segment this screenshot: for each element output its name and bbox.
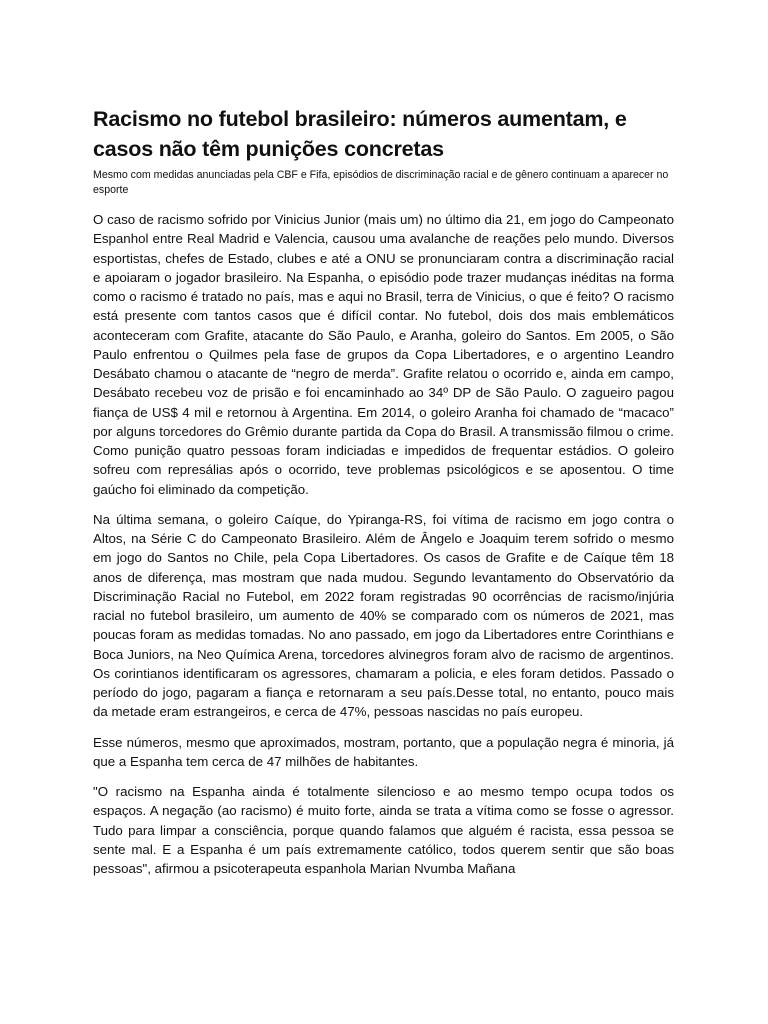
article-subtitle: Mesmo com medidas anunciadas pela CBF e Fifa, episódios de discriminação racial e de gênero continuam a aparecer no esporte [93, 169, 669, 196]
article-title: Racismo no futebol brasileiro: números aumentam, e casos não têm punições concretas [93, 107, 627, 161]
article-paragraph: "O racismo na Espanha ainda é totalmente silencioso e ao mesmo tempo ocupa todos os espaços. A negação (ao racismo) é muito forte, ainda se trata a vítima como se fosse o agressor. Tudo para limpar a consciência, porque quando falamos que alguém é racista, essa pessoa se sente mal. E a Espanha é um país extremamente católico, todos querem sentir que são boas pessoas", afirmou a psicoterapeuta espanhola Marian Nvumba Mañana [93, 784, 674, 876]
article-paragraph: O caso de racismo sofrido por Vinicius Junior (mais um) no último dia 21, em jogo do Campeonato Espanhol entre Real Madrid e Valencia, causou uma avalanche de reações pelo mundo. Diversos esportistas, chefes de Estado, clubes e até a ONU se pronunciaram contra a discriminação racial e apoiaram o jogador brasileiro. Na Espanha, o episódio pode trazer mudanças inéditas na forma como o racismo é tratado no país, mas e aqui no Brasil, terra de Vinicius, o que é feito? O racismo está presente com tantos casos que é difícil contar. No futebol, dois dos mais emblemáticos aconteceram com Grafite, atacante do São Paulo, e Aranha, goleiro do Santos. Em 2005, o São Paulo enfrentou o Quilmes pela fase de grupos da Copa Libertadores, e o argentino Leandro Desábato chamou o atacante de “negro de merda”. Grafite relatou o ocorrido e, ainda em campo, Desábato recebeu voz de prisão e foi encaminhado ao 34º DP de São Paulo. O zagueiro pagou fiança de US$ 4 mil e retornou à Argentina. Em 2014, o goleiro Aranha foi chamado de “macaco” por alguns torcedores do Grêmio durante partida da Copa do Brasil. A transmissão filmou o crime. Como punição quatro pessoas foram indiciadas e impedidos de frequentar estádios. O goleiro sofreu com represálias após o ocorrido, teve problemas psicológicos e se aposentou. O time gaúcho foi eliminado da competição. [93, 212, 674, 497]
article-paragraph: Esse números, mesmo que aproximados, mostram, portanto, que a população negra é minoria, já que a Espanha tem cerca de 47 milhões de habitantes. [93, 734, 674, 769]
article [93, 104, 674, 889]
article-paragraph: Na última semana, o goleiro Caíque, do Ypiranga-RS, foi vítima de racismo em jogo contra o Altos, na Série C do Campeonato Brasileiro. Além de Ângelo e Joaquim terem sofrido o mesmo em jogo do Santos no Chile, pela Copa Libertadores. Os casos de Grafite e de Caíque têm 18 anos de diferença, mas mostram que nada mudou. Segundo levantamento do Observatório da Discriminação Racial no Futebol, em 2022 foram registradas 90 ocorrências de racismo/injúria racial no futebol brasileiro, um aumento de 40% se comparado com os números de 2021, mas poucas foram as medidas tomadas. No ano passado, em jogo da Libertadores entre Corinthians e Boca Juniors, na Neo Química Arena, torcedores alvinegros foram alvo de racismo de argentinos. Os corintianos identificaram os agressores, chamaram a policia, e eles foram detidos. Passado o período do jogo, pagaram a fiança e retornaram a seu país.Desse total, no entanto, pouco mais da metade eram estrangeiros, e cerca de 47%, pessoas nascidas no país europeu. [93, 511, 674, 720]
